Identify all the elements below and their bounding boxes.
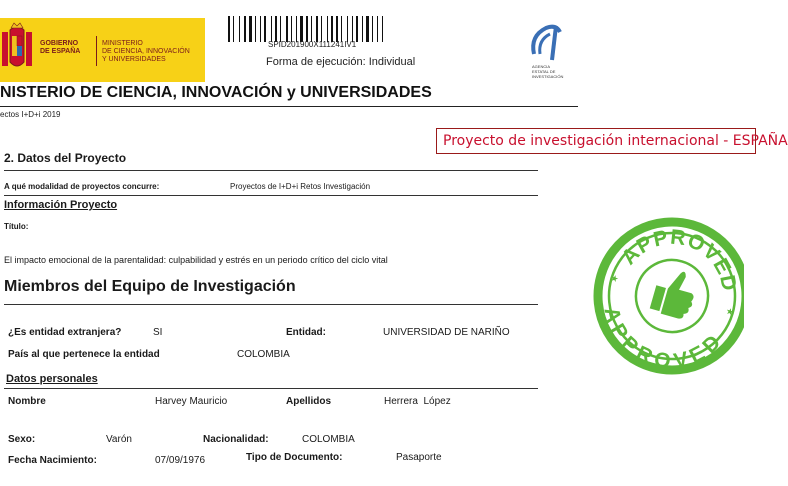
datos-personales-heading: Datos personales bbox=[6, 373, 98, 385]
svg-text:★: ★ bbox=[724, 306, 735, 319]
pais-label: País al que pertenece la entidad bbox=[8, 349, 160, 360]
nacionalidad-label: Nacionalidad: bbox=[203, 434, 269, 445]
international-project-banner: Proyecto de investigación internacional - ESPAÑA bbox=[436, 128, 756, 154]
apellidos-value: Herrera López bbox=[384, 396, 451, 407]
stamp-top-text: APPROVED bbox=[617, 225, 741, 294]
members-divider bbox=[4, 304, 538, 305]
forma-ejecucion: Forma de ejecución: Individual bbox=[266, 56, 416, 68]
modalidad-value: Proyectos de I+D+i Retos Investigación bbox=[230, 182, 371, 191]
sexo-value: Varón bbox=[106, 434, 132, 445]
spain-coat-of-arms-icon bbox=[0, 22, 34, 76]
agencia-estatal-logo-icon bbox=[526, 18, 568, 82]
header-divider bbox=[0, 106, 578, 107]
barcode bbox=[228, 16, 406, 42]
modalidad-label: A qué modalidad de proyectos concurre: bbox=[4, 182, 160, 191]
logo-divider bbox=[96, 36, 97, 66]
convocatoria-label: ectos I+D+i 2019 bbox=[0, 110, 61, 119]
extranjera-value: SI bbox=[153, 327, 163, 338]
members-heading: Miembros del Equipo de Investigación bbox=[4, 278, 296, 295]
pais-value: COLOMBIA bbox=[237, 349, 290, 360]
sexo-label: Sexo: bbox=[8, 434, 36, 445]
tipo-documento-value: Pasaporte bbox=[396, 452, 442, 463]
apellidos-label: Apellidos bbox=[286, 396, 332, 407]
agency-text-1: AGENCIA bbox=[532, 64, 551, 69]
fecha-nacimiento-value: 07/09/1976 bbox=[155, 455, 206, 466]
ministry-title: NISTERIO DE CIENCIA, INNOVACIÓN y UNIVERSIDADES bbox=[0, 84, 432, 101]
titulo-label: Título: bbox=[4, 222, 29, 231]
nombre-value: Harvey Mauricio bbox=[155, 396, 228, 407]
stamp-bottom-text: APPROVED bbox=[599, 305, 727, 374]
row-divider bbox=[4, 195, 538, 196]
datos-divider bbox=[4, 388, 538, 389]
agency-text-3: INVESTIGACIÓN bbox=[532, 74, 564, 79]
agency-text-2: ESTATAL DE bbox=[532, 69, 556, 74]
entidad-value: UNIVERSIDAD DE NARIÑO bbox=[383, 327, 510, 338]
tipo-documento-label: Tipo de Documento: bbox=[246, 452, 343, 463]
svg-text:★: ★ bbox=[609, 273, 620, 286]
extranjera-label: ¿Es entidad extranjera? bbox=[8, 327, 122, 338]
section-divider bbox=[4, 170, 538, 171]
section-heading-datos-proyecto: 2. Datos del Proyecto bbox=[4, 151, 127, 165]
nacionalidad-value: COLOMBIA bbox=[302, 434, 355, 445]
approved-stamp-icon bbox=[592, 206, 744, 382]
entidad-label: Entidad: bbox=[286, 327, 326, 338]
informacion-proyecto-heading: Información Proyecto bbox=[4, 199, 118, 211]
gobierno-text: GOBIERNO DE ESPAÑA bbox=[40, 40, 81, 55]
fecha-nacimiento-label: Fecha Nacimiento: bbox=[8, 455, 97, 466]
svg-text:APPROVED bbox=[592, 300, 729, 382]
titulo-value: El impacto emocional de la parentalidad: culpabilidad y estrés en un periodo crítico del ciclo vital bbox=[4, 255, 388, 265]
barcode-id: SPID201900X111241IV1 bbox=[268, 40, 357, 49]
nombre-label: Nombre bbox=[8, 396, 46, 407]
ministerio-logo-text: MINISTERIO DE CIENCIA, INNOVACIÓN Y UNIVERSIDADES bbox=[102, 40, 190, 63]
